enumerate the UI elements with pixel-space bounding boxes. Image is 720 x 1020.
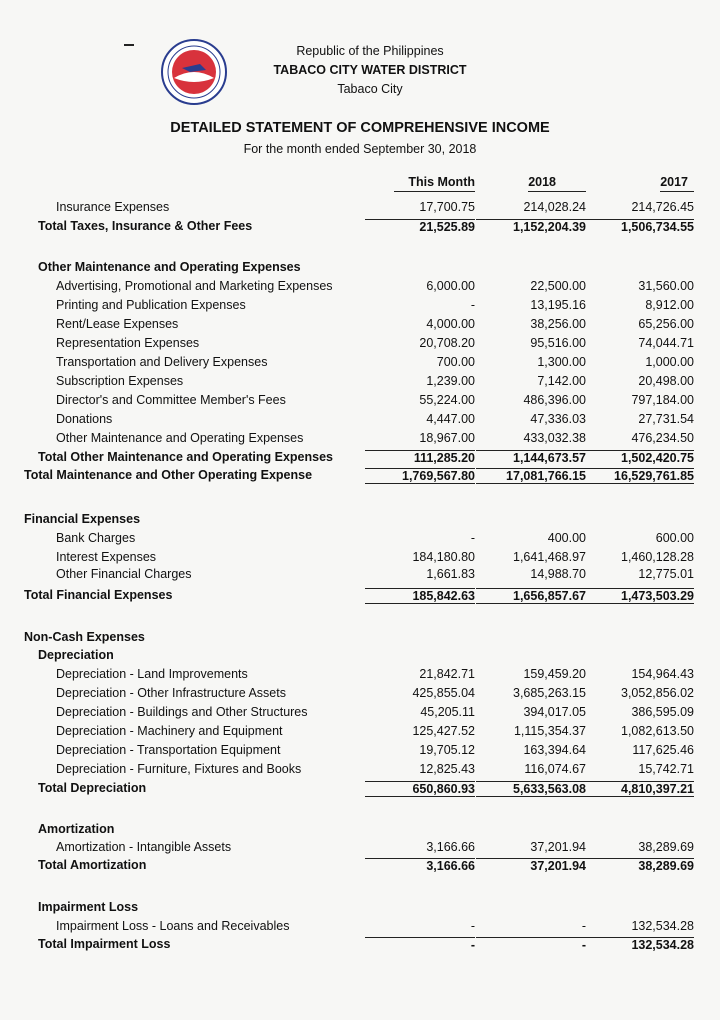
row-label: Donations: [56, 412, 113, 426]
table-row: [0, 743, 720, 761]
header-district-name: TABACO CITY WATER DISTRICT: [273, 63, 467, 77]
column-header-this-month: This Month: [365, 175, 475, 192]
row-value-col1: 4,447.00: [426, 412, 475, 426]
row-value-col2: 1,152,204.39: [476, 219, 586, 234]
row-value-col1: 184,180.80: [412, 550, 475, 564]
table-row: [0, 858, 720, 876]
row-value-col1: 3,166.66: [426, 840, 475, 854]
row-label: Total Taxes, Insurance & Other Fees: [38, 219, 253, 233]
table-row: [0, 686, 720, 704]
table-row: [0, 431, 720, 449]
row-value-col3: 117,625.46: [632, 743, 694, 757]
row-label: Subscription Expenses: [56, 374, 184, 388]
row-label: Amortization - Intangible Assets: [56, 840, 232, 854]
district-seal-logo: [160, 38, 228, 106]
row-value-col3: 1,082,613.50: [621, 724, 694, 738]
row-value-col1: -: [365, 937, 475, 952]
table-row: [0, 762, 720, 780]
row-label: Other Financial Charges: [56, 567, 192, 581]
row-value-col2: 159,459.20: [523, 667, 586, 681]
row-label: Depreciation: [38, 648, 114, 662]
row-label: Advertising, Promotional and Marketing Expenses: [56, 279, 333, 293]
table-row: [0, 648, 720, 666]
header-city: Tabaco City: [337, 82, 403, 96]
row-value-col2: 163,394.64: [523, 743, 586, 757]
row-label: Bank Charges: [56, 531, 136, 545]
row-label: Total Impairment Loss: [38, 937, 171, 951]
row-value-col3: 797,184.00: [631, 393, 694, 407]
row-value-col3: 38,289.69: [638, 840, 694, 854]
row-value-col1: 18,967.00: [419, 431, 475, 445]
row-value-col1: 4,000.00: [426, 317, 475, 331]
row-value-col1: 21,525.89: [365, 219, 475, 234]
row-value-col3: 1,506,734.55: [584, 219, 694, 234]
row-value-col2: 22,500.00: [530, 279, 586, 293]
row-label: Transportation and Delivery Expenses: [56, 355, 268, 369]
table-row: [0, 840, 720, 858]
row-value-col2: 1,300.00: [537, 355, 586, 369]
row-value-col2: 486,396.00: [523, 393, 586, 407]
row-label: Depreciation - Land Improvements: [56, 667, 248, 681]
row-value-col1: 3,166.66: [365, 858, 475, 873]
row-value-col2: 38,256.00: [530, 317, 586, 331]
row-value-col2: 37,201.94: [476, 858, 586, 873]
row-value-col1: 17,700.75: [419, 200, 475, 214]
row-value-col3: 132,534.28: [584, 937, 694, 952]
row-value-col1: 700.00: [436, 355, 475, 369]
row-value-col3: 1,502,420.75: [584, 450, 694, 465]
row-value-col2: 3,685,263.15: [513, 686, 586, 700]
row-value-col2: 95,516.00: [530, 336, 586, 350]
row-value-col1: 650,860.93: [365, 781, 475, 797]
table-row: [0, 919, 720, 937]
row-label: Printing and Publication Expenses: [56, 298, 246, 312]
row-value-col3: 4,810,397.21: [584, 781, 694, 797]
row-value-col2: 7,142.00: [537, 374, 586, 388]
row-value-col1: -: [470, 298, 475, 312]
row-value-col2: 47,336.03: [530, 412, 586, 426]
row-label: Total Other Maintenance and Operating Expenses: [38, 450, 333, 464]
row-value-col2: 214,028.24: [523, 200, 586, 214]
row-value-col3: 1,473,503.29: [584, 588, 694, 604]
table-row: [0, 550, 720, 568]
table-row: [0, 279, 720, 297]
row-value-col3: 12,775.01: [638, 567, 694, 581]
column-header-2018: 2018: [476, 175, 586, 192]
table-row: [0, 374, 720, 392]
row-value-col3: 1,000.00: [645, 355, 694, 369]
row-value-col2: 1,656,857.67: [476, 588, 586, 604]
row-value-col3: 386,595.09: [631, 705, 694, 719]
row-label: Rent/Lease Expenses: [56, 317, 179, 331]
row-value-col1: 19,705.12: [419, 743, 475, 757]
row-value-col3: 27,731.54: [638, 412, 694, 426]
table-row: [0, 512, 720, 530]
row-value-col3: 3,052,856.02: [621, 686, 694, 700]
table-row: [0, 355, 720, 373]
table-row: [0, 412, 720, 430]
table-row: [0, 450, 720, 468]
table-row: [0, 705, 720, 723]
row-label: Impairment Loss: [38, 900, 139, 914]
row-label: Depreciation - Buildings and Other Structures: [56, 705, 308, 719]
table-row: [0, 630, 720, 648]
row-value-col1: 12,825.43: [419, 762, 475, 776]
row-value-col2: 1,144,673.57: [476, 450, 586, 465]
row-label: Impairment Loss - Loans and Receivables: [56, 919, 290, 933]
table-row: [0, 393, 720, 411]
row-value-col3: 38,289.69: [584, 858, 694, 873]
row-value-col1: 6,000.00: [426, 279, 475, 293]
row-value-col1: 125,427.52: [412, 724, 475, 738]
row-value-col3: 8,912.00: [645, 298, 694, 312]
row-value-col3: 15,742.71: [638, 762, 694, 776]
row-value-col2: 13,195.16: [530, 298, 586, 312]
table-row: [0, 219, 720, 237]
row-value-col1: 425,855.04: [412, 686, 475, 700]
row-label: Insurance Expenses: [56, 200, 170, 214]
row-value-col3: 132,534.28: [631, 919, 694, 933]
row-value-col3: 20,498.00: [638, 374, 694, 388]
table-row: [0, 781, 720, 799]
row-value-col2: 433,032.38: [523, 431, 586, 445]
row-value-col2: 5,633,563.08: [476, 781, 586, 797]
row-value-col3: 214,726.45: [631, 200, 694, 214]
row-value-col2: 400.00: [547, 531, 586, 545]
row-label: Other Maintenance and Operating Expenses: [56, 431, 304, 445]
row-label: Interest Expenses: [56, 550, 157, 564]
row-label: Director's and Committee Member's Fees: [56, 393, 286, 407]
table-row: [0, 336, 720, 354]
row-label: Total Maintenance and Other Operating Expense: [24, 468, 313, 482]
row-value-col2: 14,988.70: [530, 567, 586, 581]
row-label: Financial Expenses: [24, 512, 141, 526]
table-row: [0, 468, 720, 486]
column-header-2017: 2017: [584, 175, 694, 192]
row-value-col1: -: [470, 919, 475, 933]
table-row: [0, 260, 720, 278]
header-republic: Republic of the Philippines: [296, 44, 444, 58]
row-value-col3: 600.00: [655, 531, 694, 545]
row-value-col2: 116,074.67: [524, 762, 586, 776]
table-row: [0, 200, 720, 218]
row-value-col3: 1,460,128.28: [621, 550, 694, 564]
row-value-col1: 185,842.63: [365, 588, 475, 604]
row-value-col2: -: [581, 919, 586, 933]
document-header: [160, 38, 580, 108]
row-label: Total Financial Expenses: [24, 588, 173, 602]
row-value-col1: 1,769,567.80: [365, 468, 475, 484]
row-value-col1: -: [470, 531, 475, 545]
row-label: Depreciation - Machinery and Equipment: [56, 724, 283, 738]
row-value-col2: 1,641,468.97: [513, 550, 586, 564]
row-label: Total Depreciation: [38, 781, 147, 795]
table-row: [0, 900, 720, 918]
row-label: Depreciation - Transportation Equipment: [56, 743, 281, 757]
row-value-col1: 1,661.83: [426, 567, 475, 581]
statement-period: For the month ended September 30, 2018: [243, 142, 477, 156]
statement-title: DETAILED STATEMENT OF COMPREHENSIVE INCOME: [170, 120, 550, 136]
row-value-col2: 37,201.94: [530, 840, 586, 854]
table-row: [0, 317, 720, 335]
row-value-col1: 20,708.20: [419, 336, 475, 350]
table-row: [0, 667, 720, 685]
row-value-col2: -: [476, 937, 586, 952]
row-label: Non-Cash Expenses: [24, 630, 145, 644]
row-value-col3: 74,044.71: [638, 336, 694, 350]
row-value-col1: 45,205.11: [420, 705, 475, 719]
row-value-col2: 1,115,354.37: [513, 724, 586, 738]
row-value-col1: 1,239.00: [426, 374, 475, 388]
table-row: [0, 588, 720, 606]
table-row: [0, 531, 720, 549]
table-row: [0, 724, 720, 742]
row-value-col3: 65,256.00: [638, 317, 694, 331]
row-value-col3: 154,964.43: [631, 667, 694, 681]
table-row: [0, 937, 720, 955]
row-label: Total Amortization: [38, 858, 147, 872]
row-value-col1: 21,842.71: [419, 667, 475, 681]
row-label: Amortization: [38, 822, 115, 836]
row-value-col3: 476,234.50: [631, 431, 694, 445]
row-value-col2: 17,081,766.15: [476, 468, 586, 484]
scan-mark: [124, 44, 134, 46]
row-value-col1: 55,224.00: [419, 393, 475, 407]
row-label: Other Maintenance and Operating Expenses: [38, 260, 301, 274]
table-row: [0, 822, 720, 840]
row-label: Depreciation - Furniture, Fixtures and Books: [56, 762, 302, 776]
table-row: [0, 567, 720, 585]
row-label: Depreciation - Other Infrastructure Assets: [56, 686, 286, 700]
row-value-col2: 394,017.05: [523, 705, 586, 719]
table-row: [0, 298, 720, 316]
row-value-col3: 16,529,761.85: [584, 468, 694, 484]
row-value-col3: 31,560.00: [638, 279, 694, 293]
row-value-col1: 111,285.20: [365, 450, 475, 465]
row-label: Representation Expenses: [56, 336, 200, 350]
